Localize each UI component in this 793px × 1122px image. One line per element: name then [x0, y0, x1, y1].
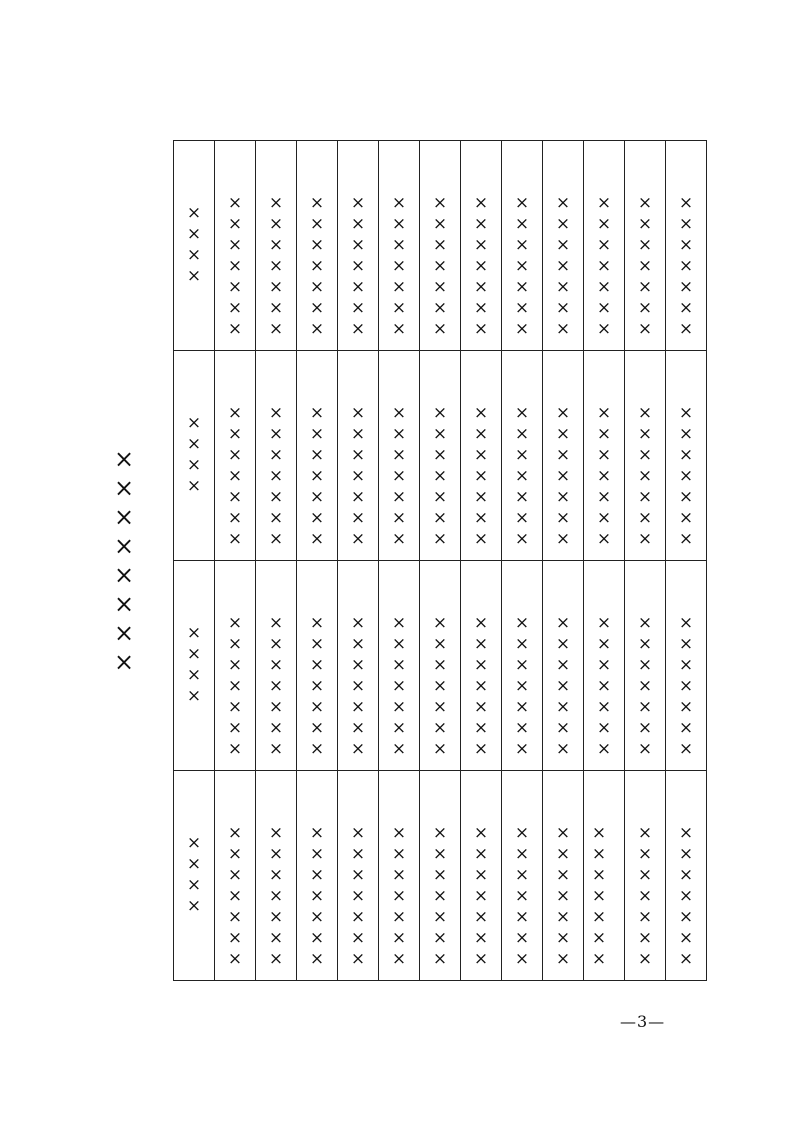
table-cell-text: × × × × × × ×	[596, 193, 612, 339]
table-cell-text: × × × × × × ×	[473, 613, 489, 759]
table-cell	[215, 561, 256, 771]
table-cell-text: × × × × × × ×	[309, 823, 325, 969]
table-cell-text: × × × × × × ×	[514, 613, 530, 759]
table-cell	[502, 351, 543, 561]
table-cell-text: × × × × × × ×	[309, 193, 325, 339]
table-cell-text: × × × × × × ×	[555, 193, 571, 339]
table-cell-text: × × × × × × ×	[637, 193, 653, 339]
row-header-cell	[174, 561, 215, 771]
table-cell-text: × × × × × × ×	[227, 403, 243, 549]
table-cell-text: × × × × × × ×	[678, 193, 694, 339]
table-cell	[379, 561, 420, 771]
table-cell	[338, 771, 379, 981]
table-cell	[625, 561, 666, 771]
row-header-cell	[174, 141, 215, 351]
table-cell	[461, 771, 502, 981]
table-cell-text: × × × × × × ×	[309, 403, 325, 549]
table-cell	[543, 351, 584, 561]
table-cell-text: × × × × × × ×	[391, 613, 407, 759]
table-cell	[584, 561, 625, 771]
table-cell	[338, 351, 379, 561]
table-cell-text: × × × × × × ×	[391, 823, 407, 969]
table-cell-text: × × × × × × ×	[555, 823, 571, 969]
table-cell-text: × × × × × × ×	[432, 613, 448, 759]
table-cell	[215, 141, 256, 351]
table-cell	[256, 141, 297, 351]
table-cell	[215, 351, 256, 561]
table-cell-text: × × × × × × ×	[350, 193, 366, 339]
document-table	[173, 140, 707, 981]
table-cell	[502, 771, 543, 981]
table-cell	[543, 561, 584, 771]
table-cell-text: × × × × × × ×	[268, 193, 284, 339]
page-number: —3—	[620, 1012, 666, 1031]
table-cell-text: × × × × × × ×	[391, 193, 407, 339]
table-cell-text: × × × × × × ×	[473, 403, 489, 549]
table-cell	[666, 561, 707, 771]
table-cell	[461, 561, 502, 771]
row-header-cell	[174, 771, 215, 981]
table-cell-text: × × × × × × ×	[596, 403, 612, 549]
row-header-text: × × × ×	[186, 203, 202, 286]
table-cell	[625, 771, 666, 981]
table-cell	[666, 351, 707, 561]
table-cell-text: × × × × × × ×	[227, 613, 243, 759]
table-cell	[379, 771, 420, 981]
table-cell	[379, 141, 420, 351]
table-cell	[420, 141, 461, 351]
table-cell	[543, 141, 584, 351]
table-cell	[461, 351, 502, 561]
table-cell	[297, 141, 338, 351]
side-title: × × × × × × × ×	[113, 445, 135, 676]
table-cell	[625, 351, 666, 561]
row-header-text: × × × ×	[186, 833, 202, 916]
table-row	[174, 771, 707, 981]
table-cell-text: × × × × × × ×	[637, 403, 653, 549]
table-cell	[584, 351, 625, 561]
table-cell-text: × × × × × × ×	[514, 823, 530, 969]
table-cell	[502, 561, 543, 771]
table-cell-text: × × × × × × ×	[227, 193, 243, 339]
table-cell	[256, 351, 297, 561]
table-cell-text: × × × × × × ×	[432, 403, 448, 549]
table-cell-text: × × × × × × ×	[596, 613, 612, 759]
table-cell	[215, 771, 256, 981]
table-cell-text: × × × × × × ×	[555, 403, 571, 549]
table-cell-text: × × × × × × ×	[227, 823, 243, 969]
table-cell	[584, 141, 625, 351]
row-header-text: × × × ×	[186, 623, 202, 706]
table-body	[174, 141, 707, 981]
table-row	[174, 141, 707, 351]
table-cell	[420, 351, 461, 561]
table-cell-text: × × × × × × ×	[268, 613, 284, 759]
table-cell	[256, 561, 297, 771]
table-cell-text: × × × × × × ×	[268, 403, 284, 549]
table-cell-text: × × × × × × ×	[591, 823, 607, 969]
table-cell-text: × × × × × × ×	[309, 613, 325, 759]
table-cell	[461, 141, 502, 351]
table-cell-text: × × × × × × ×	[514, 403, 530, 549]
table-cell	[666, 141, 707, 351]
table-row	[174, 561, 707, 771]
table-cell-text: × × × × × × ×	[473, 823, 489, 969]
table-cell-text: × × × × × × ×	[432, 193, 448, 339]
table-cell-text: × × × × × × ×	[268, 823, 284, 969]
table-cell-text: × × × × × × ×	[350, 613, 366, 759]
table-cell-text: × × × × × × ×	[555, 613, 571, 759]
table-row	[174, 351, 707, 561]
table-cell-text: × × × × × × ×	[678, 613, 694, 759]
table-cell-text: × × × × × × ×	[473, 193, 489, 339]
table-cell	[338, 141, 379, 351]
table-cell-text: × × × × × × ×	[678, 823, 694, 969]
row-header-text: × × × ×	[186, 413, 202, 496]
table-cell	[379, 351, 420, 561]
table-cell	[297, 771, 338, 981]
table-cell-text: × × × × × × ×	[391, 403, 407, 549]
table-cell-text: × × × × × × ×	[637, 823, 653, 969]
table-cell	[625, 141, 666, 351]
table-cell-text: × × × × × × ×	[678, 403, 694, 549]
table-cell-text: × × × × × × ×	[514, 193, 530, 339]
table-cell-text: × × × × × × ×	[432, 823, 448, 969]
table-cell	[502, 141, 543, 351]
table-cell	[420, 561, 461, 771]
table-cell	[420, 771, 461, 981]
table-cell-text: × × × × × × ×	[350, 403, 366, 549]
table-cell-text: × × × × × × ×	[637, 613, 653, 759]
table-cell	[584, 771, 625, 981]
table-cell	[338, 561, 379, 771]
row-header-cell	[174, 351, 215, 561]
table-cell	[256, 771, 297, 981]
table-cell	[666, 771, 707, 981]
table-cell	[297, 351, 338, 561]
table-cell	[297, 561, 338, 771]
table-cell-text: × × × × × × ×	[350, 823, 366, 969]
